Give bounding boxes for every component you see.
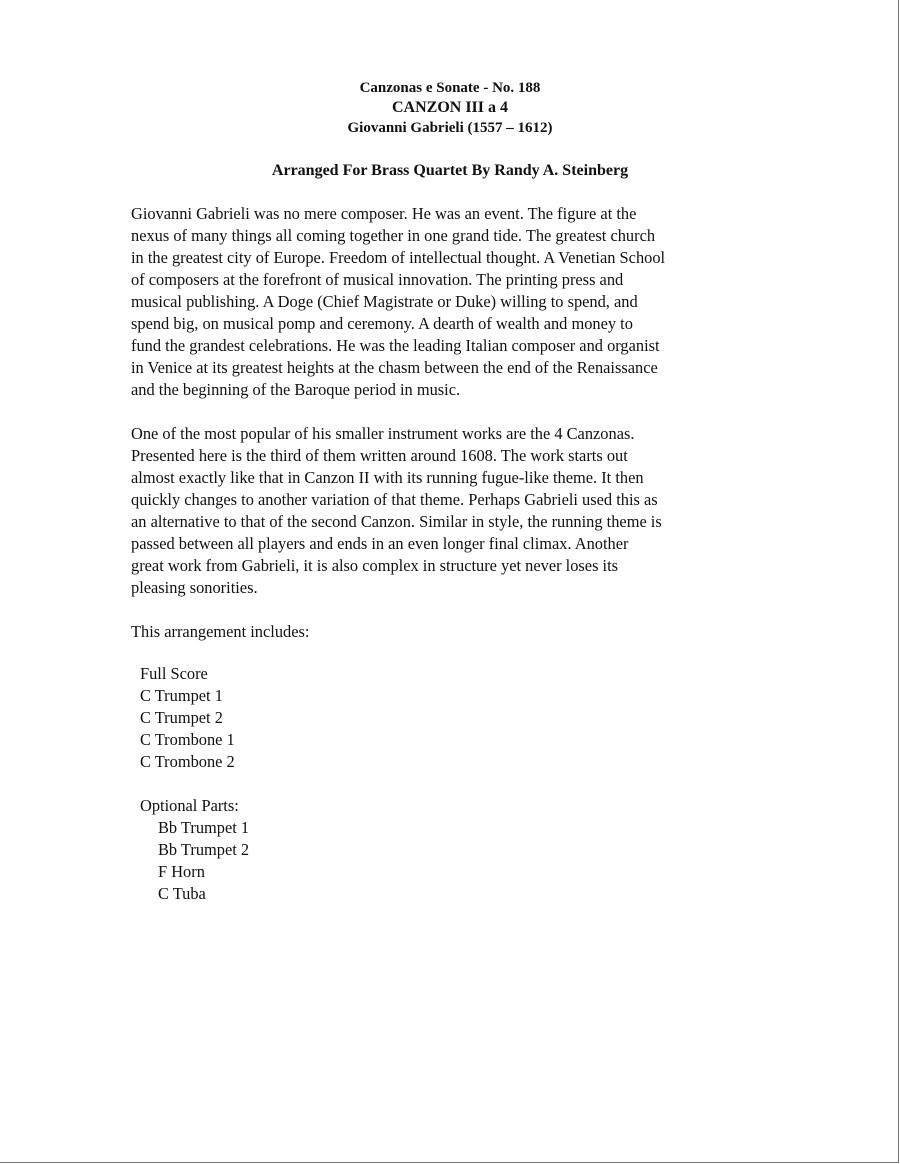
description-paragraph — [131, 423, 773, 599]
optional-part-item: F Horn — [158, 862, 205, 881]
composer-line: Giovanni Gabrieli (1557 – 1612) — [347, 120, 553, 136]
arranger-line: Arranged For Brass Quartet By Randy A. Steinberg — [271, 162, 629, 179]
paragraph-line: almost exactly like that in Canzon II with its running fugue-like theme. It then — [131, 468, 644, 487]
paragraph-line: nexus of many things all coming together in one grand tide. The greatest church — [131, 226, 656, 245]
paragraph-line: great work from Gabrieli, it is also complex in structure yet never loses its — [131, 556, 619, 575]
parts-list — [140, 663, 235, 773]
paragraph-line: quickly changes to another variation of that theme. Perhaps Gabrieli used this as — [131, 490, 658, 509]
paragraph-line: passed between all players and ends in an even longer final climax. Another — [131, 534, 629, 553]
paragraph-line: fund the grandest celebrations. He was the leading Italian composer and organist — [131, 336, 660, 355]
paragraph-line: of composers at the forefront of musical innovation. The printing press and — [131, 270, 624, 289]
paragraph-line: and the beginning of the Baroque period in music. — [131, 380, 461, 399]
paragraph-line: in the greatest city of Europe. Freedom of intellectual thought. A Venetian School — [131, 248, 666, 267]
paragraph-line: in Venice at its greatest heights at the chasm between the end of the Renaissance — [131, 358, 658, 377]
optional-parts-label: Optional Parts: — [140, 796, 239, 815]
paragraph-line: pleasing sonorities. — [131, 578, 258, 597]
optional-part-item: Bb Trumpet 2 — [158, 840, 250, 859]
optional-parts-list — [158, 817, 249, 905]
paragraph-line: One of the most popular of his smaller instrument works are the 4 Canzonas. — [131, 424, 635, 443]
paragraph-line: Presented here is the third of them written around 1608. The work starts out — [131, 446, 628, 465]
intro-paragraph — [131, 203, 773, 401]
paragraph-line: Giovanni Gabrieli was no mere composer. He was an event. The figure at the — [131, 204, 637, 223]
optional-part-item: C Tuba — [158, 884, 206, 903]
paragraph-line: spend big, on musical pomp and ceremony. A dearth of wealth and money to — [131, 314, 633, 333]
part-item: Full Score — [140, 664, 208, 683]
part-item: C Trumpet 1 — [140, 686, 223, 705]
paragraph-line: musical publishing. A Doge (Chief Magistrate or Duke) willing to spend, and — [131, 292, 638, 311]
paragraph-line: an alternative to that of the second Canzon. Similar in style, the running theme is — [131, 512, 662, 531]
optional-part-item: Bb Trumpet 1 — [158, 818, 250, 837]
part-item: C Trombone 1 — [140, 730, 235, 749]
includes-label: This arrangement includes: — [131, 622, 310, 641]
series-line: Canzonas e Sonate - No. 188 — [359, 80, 541, 96]
part-item: C Trombone 2 — [140, 752, 235, 771]
title-block — [0, 78, 900, 138]
part-item: C Trumpet 2 — [140, 708, 223, 727]
piece-title: CANZON III a 4 — [391, 99, 508, 116]
